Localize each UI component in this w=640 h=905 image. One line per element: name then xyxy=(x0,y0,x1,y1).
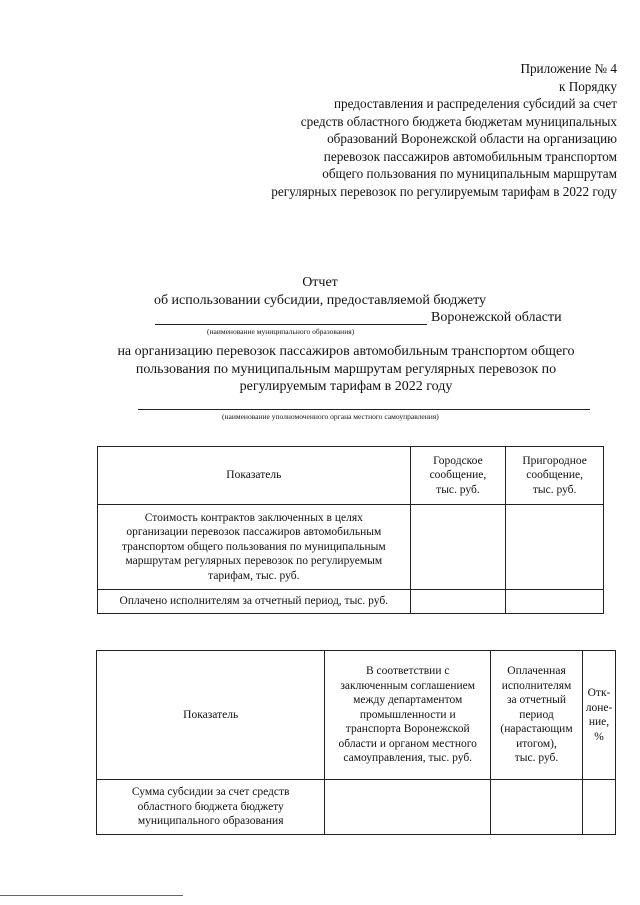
cell-suburban-value[interactable] xyxy=(506,590,604,614)
appendix-header xyxy=(197,60,617,200)
cell-paid-value[interactable] xyxy=(491,780,583,835)
cell-suburban-value[interactable] xyxy=(506,505,604,590)
header-indicator: Показатель xyxy=(97,651,325,780)
header-suburban: Пригородное сообщение, тыс. руб. xyxy=(506,447,604,505)
row-label-contract-cost: Стоимость контрактов заключенных в целях организации перевозок пассажиров автомобильным транспортом общего пользования по муниципальным маршрутам регулярных перевозок по регулируемым тарифам, тыс. руб. xyxy=(98,505,411,590)
row-label-subsidy-sum: Сумма субсидии за счет средств областного бюджета бюджету муниципального образования xyxy=(97,780,325,835)
purpose-line: регулируемым тарифам в 2022 году xyxy=(239,379,453,394)
table-row xyxy=(97,780,616,835)
authority-caption: (наименование уполномоченного органа местного самоуправления) xyxy=(222,412,439,421)
purpose-block xyxy=(96,343,596,396)
header-urban: Городское сообщение, тыс. руб. xyxy=(410,447,506,505)
region-suffix: Воронежской области xyxy=(431,310,562,325)
appendix-line: общего пользования по муниципальным маршрутам xyxy=(322,166,617,181)
cell-deviation-value[interactable] xyxy=(582,780,615,835)
report-title: Отчет xyxy=(302,275,338,290)
appendix-line: регулярных перевозок по регулируемым тарифам в 2022 году xyxy=(271,183,617,199)
header-paid: Оплаченная исполнителям за отчетный период (нарастающим итогом), тыс. руб. xyxy=(491,651,583,780)
purpose-line: пользования по муниципальным маршрутам регулярных перевозок по xyxy=(135,361,557,377)
municipality-row xyxy=(155,310,595,328)
table-row xyxy=(98,505,604,590)
cell-urban-value[interactable] xyxy=(410,590,506,614)
report-title-block xyxy=(0,274,640,310)
purpose-line: на организацию перевозок пассажиров автомобильным транспортом общего xyxy=(117,344,575,359)
municipality-caption: (наименование муниципального образования) xyxy=(207,327,355,336)
header-agreement: В соответствии с заключенным соглашением между департаментом промышленности и транспорта Воронежской области и органом местного самоуправления, тыс. руб. xyxy=(325,651,491,780)
appendix-line: средств областного бюджета бюджетам муниципальных xyxy=(300,113,617,129)
header-deviation: Отк- лоне- ние, % xyxy=(582,651,615,780)
appendix-line: Приложение № 4 xyxy=(520,61,617,76)
appendix-line: перевозок пассажиров автомобильным транспортом xyxy=(323,148,617,164)
report-subtitle: об использовании субсидии, предоставляемой бюджету xyxy=(153,293,487,308)
appendix-line: предоставления и распределения субсидий за счет xyxy=(333,96,617,111)
municipality-blank-line[interactable] xyxy=(155,324,427,325)
appendix-line: образований Воронежской области на организацию xyxy=(327,131,617,146)
table-header-row xyxy=(98,447,604,505)
cell-agreement-value[interactable] xyxy=(325,780,491,835)
table-header-row xyxy=(97,651,616,780)
appendix-line: к Порядку xyxy=(558,78,617,94)
header-indicator: Показатель xyxy=(98,447,411,505)
subsidy-table xyxy=(96,650,616,835)
row-label-paid: Оплачено исполнителям за отчетный период, тыс. руб. xyxy=(98,590,411,614)
cell-urban-value[interactable] xyxy=(410,505,506,590)
table-row xyxy=(98,590,604,614)
contracts-table xyxy=(97,446,604,614)
authority-blank-line[interactable] xyxy=(138,409,590,410)
footnote-separator xyxy=(0,895,183,896)
